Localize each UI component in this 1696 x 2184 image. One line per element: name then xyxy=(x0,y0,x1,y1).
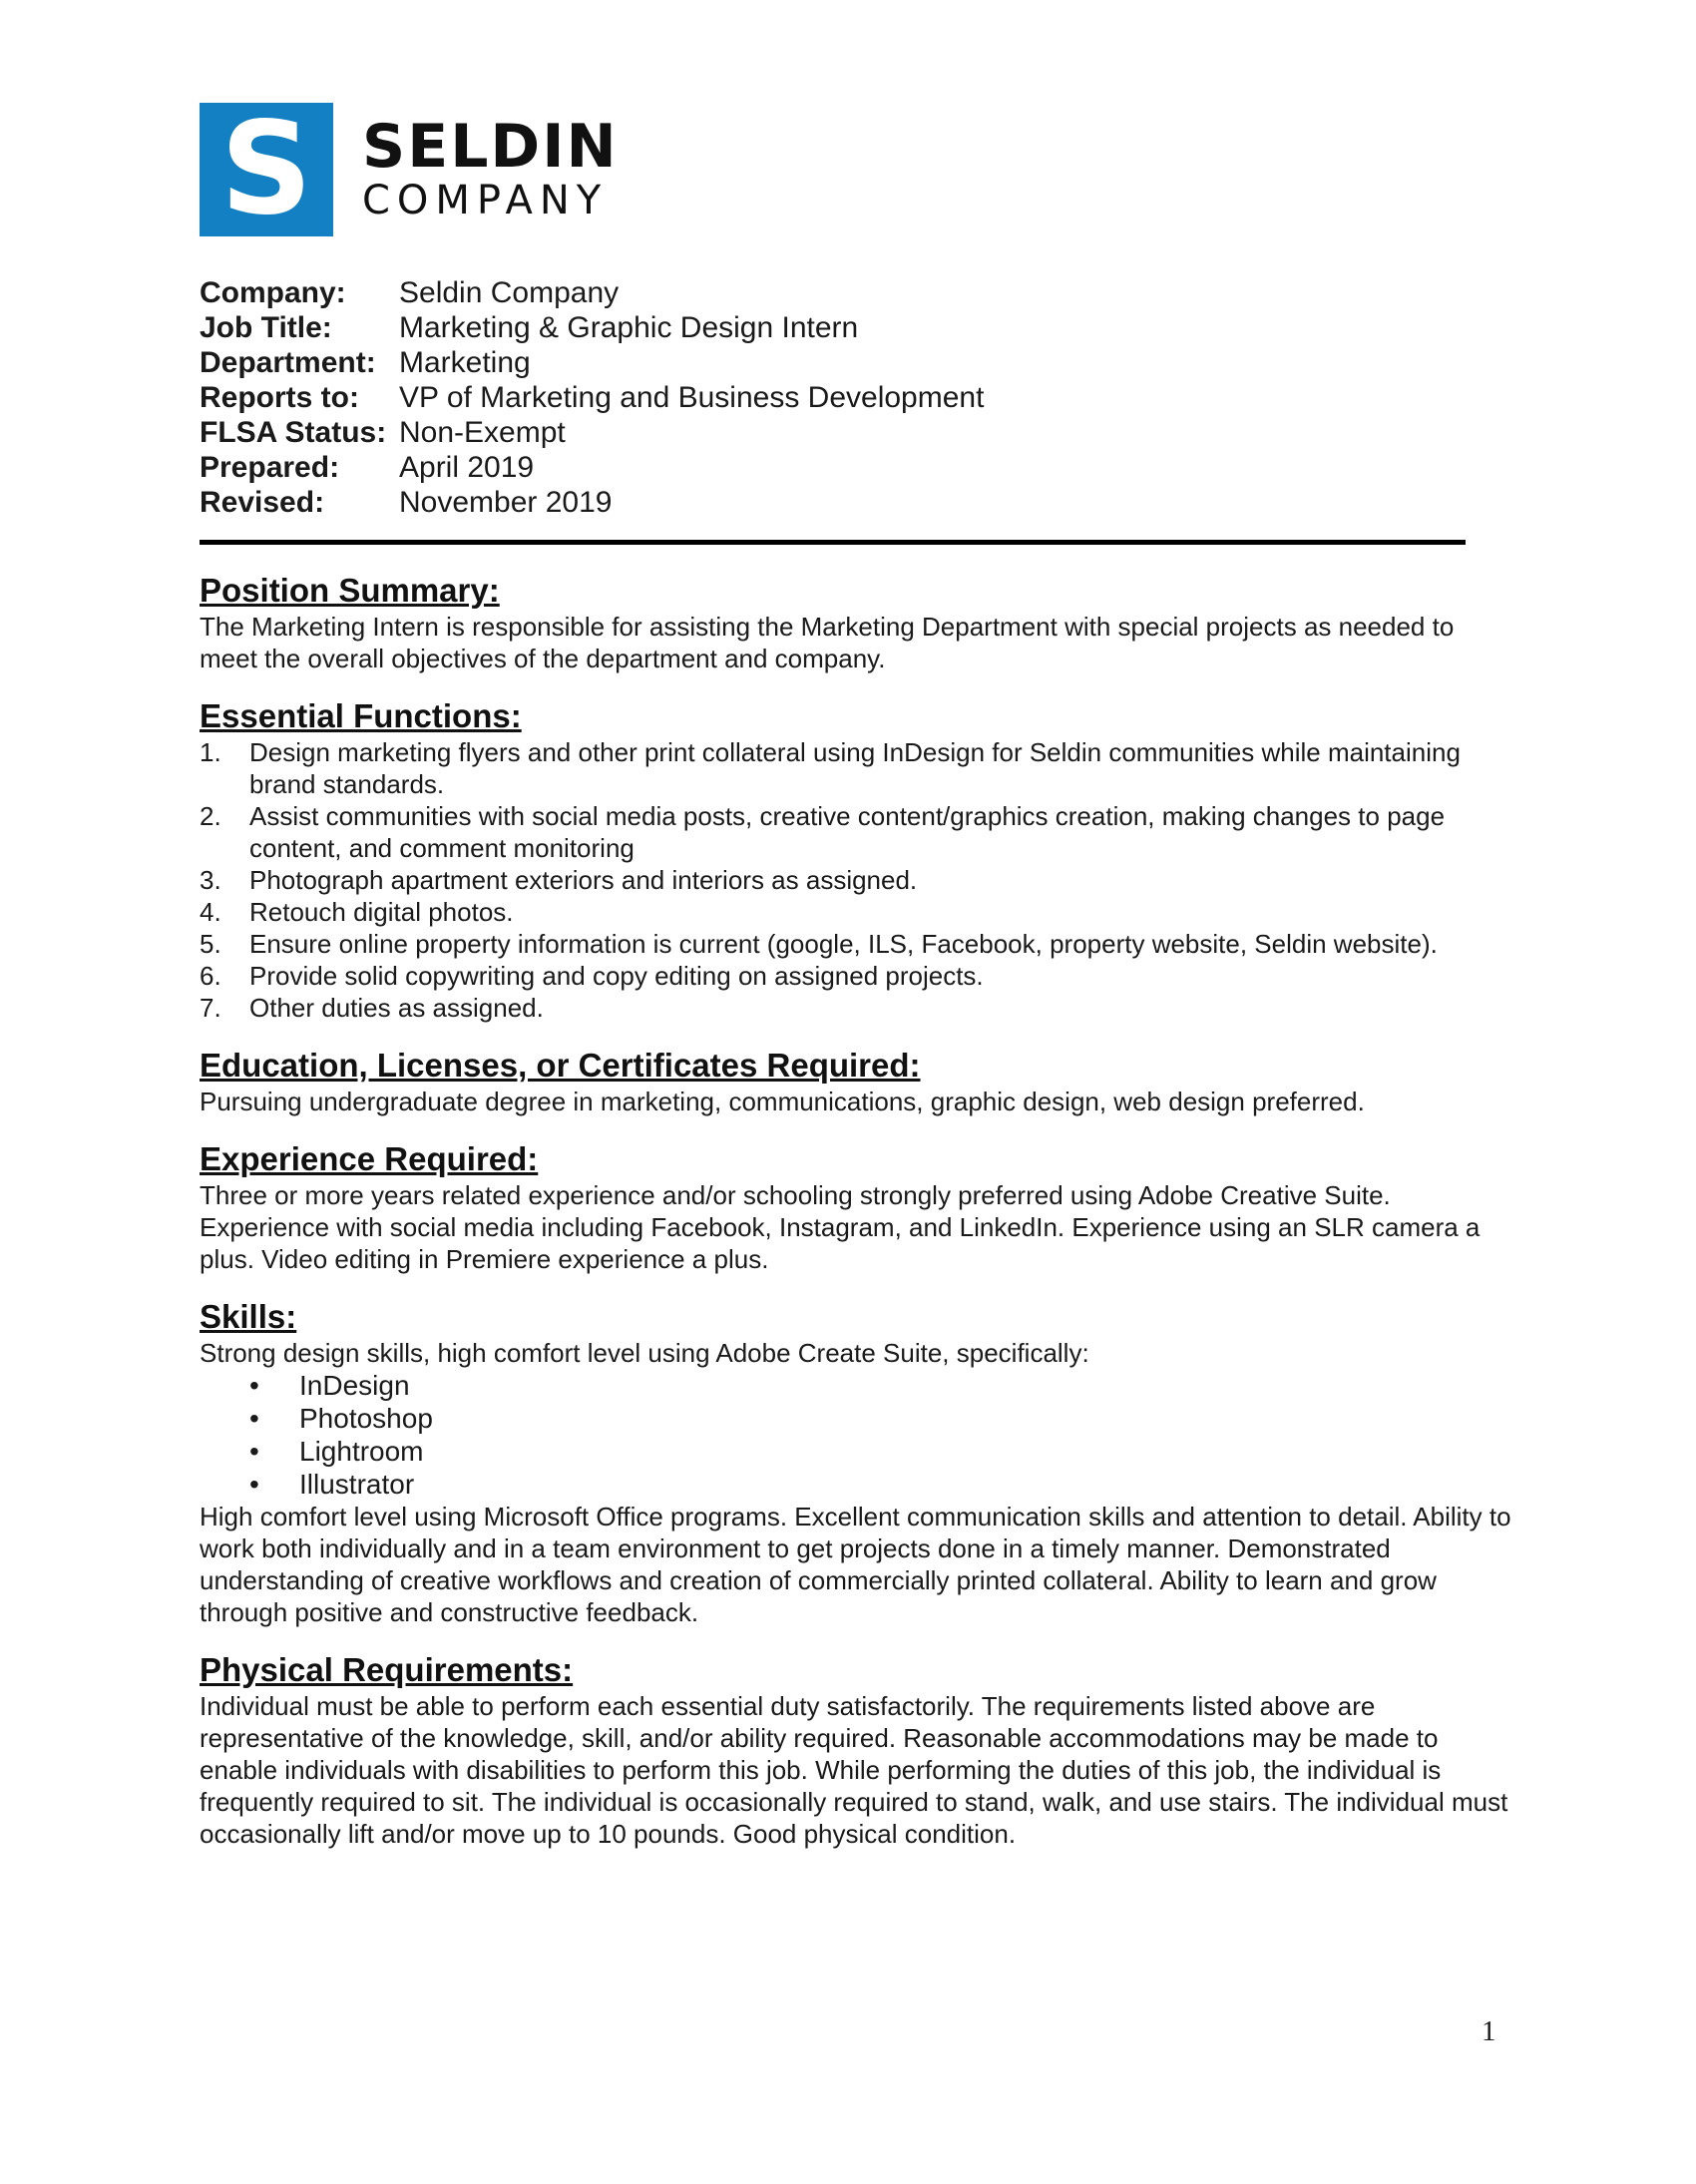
section-heading: Essential Functions: xyxy=(200,697,522,734)
list-number: 5. xyxy=(200,929,221,959)
bullet-icon: • xyxy=(249,1370,259,1401)
info-key: Prepared: xyxy=(200,451,340,484)
info-row-flsa-status xyxy=(200,415,984,450)
functions-list xyxy=(200,736,1516,1024)
logo-name: SELDIN xyxy=(362,112,619,182)
section-heading: Physical Requirements: xyxy=(200,1651,574,1688)
section-text: The Marketing Intern is responsible for assisting the Marketing Department with special projects as needed to meet the overall objectives of the department and company. xyxy=(200,612,1455,673)
info-key: FLSA Status: xyxy=(200,416,387,449)
info-value: November 2019 xyxy=(399,486,613,519)
info-row-department xyxy=(200,345,984,380)
info-value: Seldin Company xyxy=(399,276,620,309)
list-item xyxy=(200,960,1516,992)
info-value: April 2019 xyxy=(399,451,535,484)
info-row-reports-to xyxy=(200,380,984,415)
list-number: 2. xyxy=(200,801,221,831)
list-item xyxy=(200,1468,1516,1501)
list-text: Lightroom xyxy=(299,1436,424,1467)
list-item xyxy=(200,1435,1516,1468)
list-text: Illustrator xyxy=(299,1469,415,1500)
list-number: 4. xyxy=(200,897,221,927)
skills-intro: Strong design skills, high comfort level using Adobe Create Suite, specifically: xyxy=(200,1338,1089,1368)
info-row-revised xyxy=(200,485,984,520)
section-physical-requirements xyxy=(200,1650,1516,1850)
company-logo xyxy=(200,95,619,243)
info-key: Company: xyxy=(200,276,346,309)
horizontal-divider xyxy=(200,540,1466,545)
list-text: Ensure online property information is current (google, ILS, Facebook, property website, Seldin website). xyxy=(249,929,1438,959)
logo-subtitle: COMPANY xyxy=(362,178,609,223)
section-text: Pursuing undergraduate degree in marketing, communications, graphic design, web design preferred. xyxy=(200,1087,1365,1116)
page-number: 1 xyxy=(1482,2015,1496,2047)
logo-letter: S xyxy=(219,95,313,243)
section-essential-functions xyxy=(200,696,1516,1024)
job-info-block xyxy=(200,275,984,520)
bullet-icon: • xyxy=(249,1469,259,1500)
info-row-prepared xyxy=(200,450,984,485)
list-item xyxy=(200,928,1516,960)
section-education xyxy=(200,1046,1516,1117)
info-key: Department: xyxy=(200,346,376,379)
list-text: InDesign xyxy=(299,1370,410,1401)
section-skills xyxy=(200,1297,1516,1628)
list-text: Design marketing flyers and other print collateral using InDesign for Seldin communities while maintaining brand standards. xyxy=(249,737,1461,799)
list-text: Provide solid copywriting and copy editing on assigned projects. xyxy=(249,961,984,991)
list-text: Other duties as assigned. xyxy=(249,993,544,1023)
info-key: Reports to: xyxy=(200,381,359,414)
list-number: 7. xyxy=(200,993,221,1023)
list-item xyxy=(200,1402,1516,1435)
section-heading: Position Summary: xyxy=(200,572,500,609)
section-text: Individual must be able to perform each essential duty satisfactorily. The requirements listed above are representative of the knowledge, skill, and/or ability required. Reasonable accommodations may be made to enable individuals with disabilities to perform this job. While performing the duties of this job, the individual is frequently required to sit. The individual is occasionally required to stand, walk, and use stairs. The individual must occasionally lift and/or move up to 10 pounds. Good physical condition. xyxy=(200,1691,1508,1849)
info-key: Job Title: xyxy=(200,311,332,344)
bullet-icon: • xyxy=(249,1436,259,1467)
info-row-company xyxy=(200,275,984,310)
section-text: High comfort level using Microsoft Office programs. Excellent communication skills and attention to detail. Ability to work both individually and in a team environment to get projects done in a timely manner. Demonstrated understanding of creative workflows and creation of commercially printed collateral. Ability to learn and grow through positive and constructive feedback. xyxy=(200,1502,1511,1627)
info-row-job-title xyxy=(200,310,984,345)
skills-list xyxy=(200,1369,1516,1501)
list-number: 6. xyxy=(200,961,221,991)
list-item xyxy=(200,800,1516,864)
list-text: Assist communities with social media posts, creative content/graphics creation, making changes to page content, and comment monitoring xyxy=(249,801,1446,863)
list-item xyxy=(200,736,1516,800)
info-key: Revised: xyxy=(200,486,325,519)
list-text: Retouch digital photos. xyxy=(249,897,514,927)
list-item xyxy=(200,864,1516,896)
bullet-icon: • xyxy=(249,1403,259,1434)
section-position-summary xyxy=(200,571,1516,674)
list-item xyxy=(200,896,1516,928)
info-value: Non-Exempt xyxy=(399,416,566,449)
section-text: Three or more years related experience and/or schooling strongly preferred using Adobe Creative Suite. Experience with social media including Facebook, Instagram, and LinkedIn. Experience using an SLR camera a plus. Video editing in Premiere experience a plus. xyxy=(200,1180,1481,1274)
document-body xyxy=(200,571,1516,1872)
section-heading: Experience Required: xyxy=(200,1140,539,1177)
logo-mark xyxy=(200,95,333,243)
list-item xyxy=(200,992,1516,1024)
section-heading: Education, Licenses, or Certificates Required: xyxy=(200,1047,921,1084)
logo-wordmark xyxy=(362,112,619,223)
list-item xyxy=(200,1369,1516,1402)
list-text: Photoshop xyxy=(299,1403,433,1434)
section-heading: Skills: xyxy=(200,1298,297,1335)
list-number: 1. xyxy=(200,737,221,767)
info-value: Marketing & Graphic Design Intern xyxy=(399,311,859,344)
info-value: Marketing xyxy=(399,346,531,379)
list-number: 3. xyxy=(200,865,221,895)
section-experience xyxy=(200,1139,1516,1275)
info-value: VP of Marketing and Business Development xyxy=(399,381,985,414)
list-text: Photograph apartment exteriors and interiors as assigned. xyxy=(249,865,918,895)
